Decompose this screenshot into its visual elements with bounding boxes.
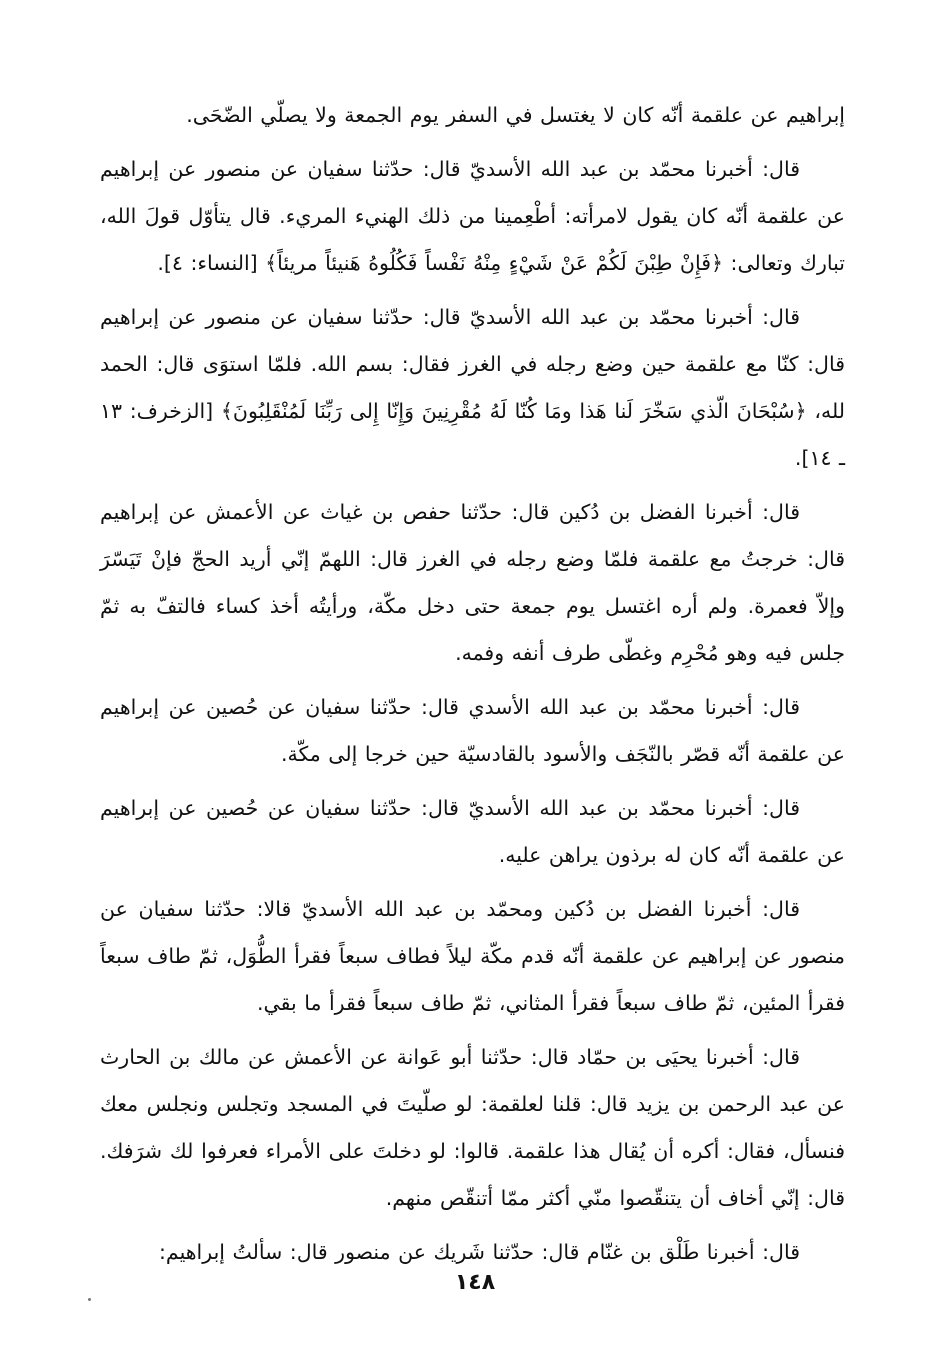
paragraph-hadith: قال: أخبرنا يحيَى بن حمّاد قال: حدّثنا أبو عَوانة عن الأعمش عن مالك بن الحارث عن عبد الرحمن بن يزيد قال: قلنا لعلقمة: لو صلّيتَ في المسجد وتجلس ونجلس معك فنسأل، فقال: أكره أن يُقال هذا علقمة. قالوا: لو دخلتَ على الأمراء فعرفوا لك شرَفك. قال: إنّي أخاف أن يتنقّصوا منّي أكثر ممّا أتنقّص منهم. bbox=[100, 1045, 845, 1210]
paragraph-hadith: قال: أخبرنا محمّد بن عبد الله الأسديّ قال: حدّثنا سفيان عن منصور عن إبراهيم عن علقمة أنّه كان يقول لامرأته: أطْعِمينا من ذلك الهنيء المريء. قال يتأوّل قولَ الله، تبارك وتعالى: ﴿فَإِنْ طِبْنَ لَكُمْ عَنْ شَيْءٍ مِنْهُ نَفْساً فَكُلُوهُ هَنيئاً مريئاً﴾ [النساء: ٤]. bbox=[100, 157, 845, 275]
paragraph-hadith: قال: أخبرنا الفضل بن دُكين ومحمّد بن عبد الله الأسديّ قالا: حدّثنا سفيان عن منصور عن إبراهيم عن علقمة أنّه قدم مكّة ليلاً فطاف سبعاً فقرأ الطُّوَل، ثمّ طاف سبعاً فقرأ المئين، ثمّ طاف سبعاً فقرأ المثاني، ثمّ طاف سبعاً فقرأ ما بقي. bbox=[100, 897, 845, 1015]
page-number: ١٤٨ bbox=[454, 1270, 496, 1295]
paragraph-hadith: قال: أخبرنا الفضل بن دُكين قال: حدّثنا حفص بن غياث عن الأعمش عن إبراهيم قال: خرجتُ مع علقمة فلمّا وضع رجله في الغرز قال: اللهمّ إنّي أريد الحجّ فإنْ تَيَسّرَ وإلاّ فعمرة. ولم أره اغتسل يوم جمعة حتى دخل مكّة، ورأيتُه أخذ كساء فالتفّ به ثمّ جلس فيه وهو مُحْرِم وغطّى طرف أنفه وفمه. bbox=[100, 500, 845, 665]
page-body bbox=[100, 92, 845, 1283]
paragraph-hadith: قال: أخبرنا محمّد بن عبد الله الأسديّ قال: حدّثنا سفيان عن منصور عن إبراهيم قال: كنّا مع علقمة حين وضع رجله في الغرز فقال: بسم الله. فلمّا استوَى قال: الحمد لله، ﴿سُبْحَانَ الّذي سَخّرَ لَنا هَذا ومَا كُنّا لَهُ مُقْرِنِينَ وَإِنّا إِلى رَبِّنَا لَمُنْقَلِبُونَ﴾ [الزخرف: ١٣ ـ ١٤]. bbox=[100, 305, 845, 470]
scan-speck bbox=[88, 1298, 91, 1301]
paragraph-continuation: إبراهيم عن علقمة أنّه كان لا يغتسل في السفر يوم الجمعة ولا يصلّي الضّحَى. bbox=[186, 103, 845, 127]
paragraph-hadith: قال: أخبرنا محمّد بن عبد الله الأسدي قال: حدّثنا سفيان عن حُصين عن إبراهيم عن علقمة أنّه قصّر بالنّجَف والأسود بالقادسيّة حين خرجا إلى مكّة. bbox=[100, 695, 845, 766]
paragraph-hadith: قال: أخبرنا محمّد بن عبد الله الأسديّ قال: حدّثنا سفيان عن حُصين عن إبراهيم عن علقمة أنّه كان له برذون يراهن عليه. bbox=[100, 796, 845, 867]
paragraph-hadith: قال: أخبرنا طَلْق بن غنّام قال: حدّثنا شَريك عن منصور قال: سألتُ إبراهيم: bbox=[159, 1240, 800, 1264]
